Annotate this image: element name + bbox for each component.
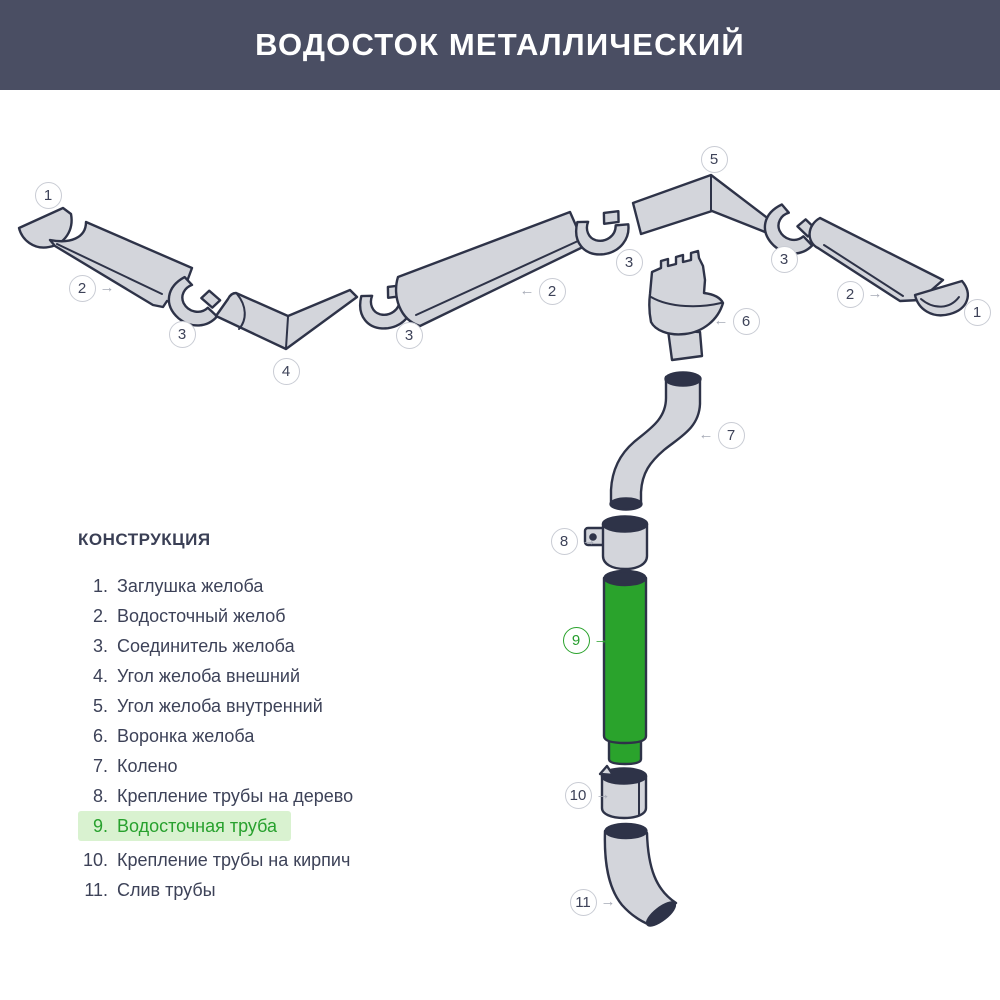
callout-corner-inner	[701, 146, 728, 173]
page-title: ВОДОСТОК МЕТАЛЛИЧЕСКИЙ	[255, 27, 745, 62]
callout-circle: 3	[396, 322, 423, 349]
arrow-right-icon: →	[600, 893, 616, 911]
arrow-right-icon: →	[593, 631, 609, 649]
legend-item-11	[78, 875, 353, 905]
legend-item-number: 1.	[92, 575, 108, 596]
legend-item-4	[78, 661, 353, 691]
arrow-left-icon: ←	[713, 312, 729, 330]
callout-gutter-left	[69, 275, 115, 302]
legend-item-number: 7.	[92, 755, 108, 776]
arrow-right-icon: →	[581, 532, 597, 550]
callout-cap-right	[964, 299, 991, 326]
callout-circle: 5	[701, 146, 728, 173]
legend-item-label: Крепление трубы на кирпич	[117, 849, 351, 870]
bracket-brick-clip	[600, 766, 613, 775]
callout-bracket-wood	[551, 528, 597, 555]
downpipe-opening	[605, 571, 646, 585]
callout-circle: 8	[551, 528, 578, 555]
legend	[78, 530, 353, 905]
legend-item-number: 4.	[92, 665, 108, 686]
legend-item-number: 3.	[92, 635, 108, 656]
corner-inner-shape	[633, 175, 774, 234]
header	[0, 0, 1000, 90]
legend-item-1	[78, 571, 353, 601]
arrow-left-icon: ←	[519, 282, 535, 300]
legend-item-6	[78, 721, 353, 751]
legend-item-label: Колено	[117, 755, 178, 776]
legend-item-number: 10.	[82, 849, 108, 870]
callout-circle: 2	[69, 275, 96, 302]
callout-gutter-mid	[519, 278, 566, 305]
legend-item-label: Водосточная труба	[117, 815, 278, 836]
legend-item-label: Крепление трубы на дерево	[117, 785, 354, 806]
funnel-shape	[649, 251, 723, 334]
callout-connector-left	[169, 321, 196, 348]
callout-corner-outer	[273, 358, 300, 385]
callout-circle: 11	[570, 889, 597, 916]
callout-downpipe	[563, 627, 609, 654]
callout-connector-mid-right	[616, 249, 643, 276]
downpipe-socket-shape	[609, 741, 641, 764]
callout-circle: 4	[273, 358, 300, 385]
legend-title: КОНСТРУКЦИЯ	[78, 530, 211, 549]
legend-item-number: 5.	[92, 695, 108, 716]
outlet-top-opening	[606, 824, 647, 838]
callout-circle: 7	[718, 422, 745, 449]
elbow-bottom-opening	[611, 499, 642, 510]
arrow-right-icon: →	[867, 285, 883, 303]
legend-item-label: Угол желоба внешний	[117, 665, 300, 686]
callout-circle: 10	[565, 782, 592, 809]
legend-item-label: Заглушка желоба	[117, 575, 264, 596]
callout-connector-mid-left	[396, 322, 423, 349]
callout-circle: 2	[539, 278, 566, 305]
callout-outlet	[570, 889, 616, 916]
legend-item-label: Водосточный желоб	[117, 605, 286, 626]
legend-item-label: Слив трубы	[117, 879, 216, 900]
callout-gutter-right	[837, 281, 883, 308]
arrow-right-icon: →	[99, 279, 115, 297]
callout-cap-left	[35, 182, 62, 209]
callout-circle: 1	[35, 182, 62, 209]
callout-connector-right	[771, 246, 798, 273]
legend-item-7	[78, 751, 353, 781]
legend-item-5	[78, 691, 353, 721]
elbow-shape	[611, 377, 700, 505]
bracket-wood-opening	[603, 517, 647, 532]
callout-funnel	[713, 308, 760, 335]
legend-item-number: 11.	[84, 879, 108, 900]
callout-circle: 3	[169, 321, 196, 348]
legend-item-number: 2.	[92, 605, 108, 626]
arrow-right-icon: →	[595, 786, 611, 804]
callout-circle: 9	[563, 627, 590, 654]
legend-item-number: 6.	[92, 725, 108, 746]
legend-item-9-highlighted	[78, 811, 291, 841]
legend-item-label: Угол желоба внутренний	[117, 695, 323, 716]
downpipe-shape	[604, 578, 646, 743]
legend-list	[78, 571, 353, 905]
callout-elbow	[698, 422, 745, 449]
legend-item-label: Воронка желоба	[117, 725, 255, 746]
gutter-mid-shape	[396, 212, 585, 326]
callout-circle: 3	[771, 246, 798, 273]
legend-item-3	[78, 631, 353, 661]
callout-circle: 6	[733, 308, 760, 335]
elbow-top-opening	[666, 373, 701, 386]
arrow-left-icon: ←	[698, 426, 714, 444]
legend-item-label: Соединитель желоба	[117, 635, 295, 656]
callout-circle: 3	[616, 249, 643, 276]
callout-circle: 1	[964, 299, 991, 326]
legend-item-2	[78, 601, 353, 631]
legend-item-number: 8.	[92, 785, 108, 806]
legend-item-number: 9.	[92, 815, 108, 836]
legend-item-8	[78, 781, 353, 811]
legend-item-10	[78, 845, 353, 875]
callout-bracket-brick	[565, 782, 611, 809]
callout-circle: 2	[837, 281, 864, 308]
